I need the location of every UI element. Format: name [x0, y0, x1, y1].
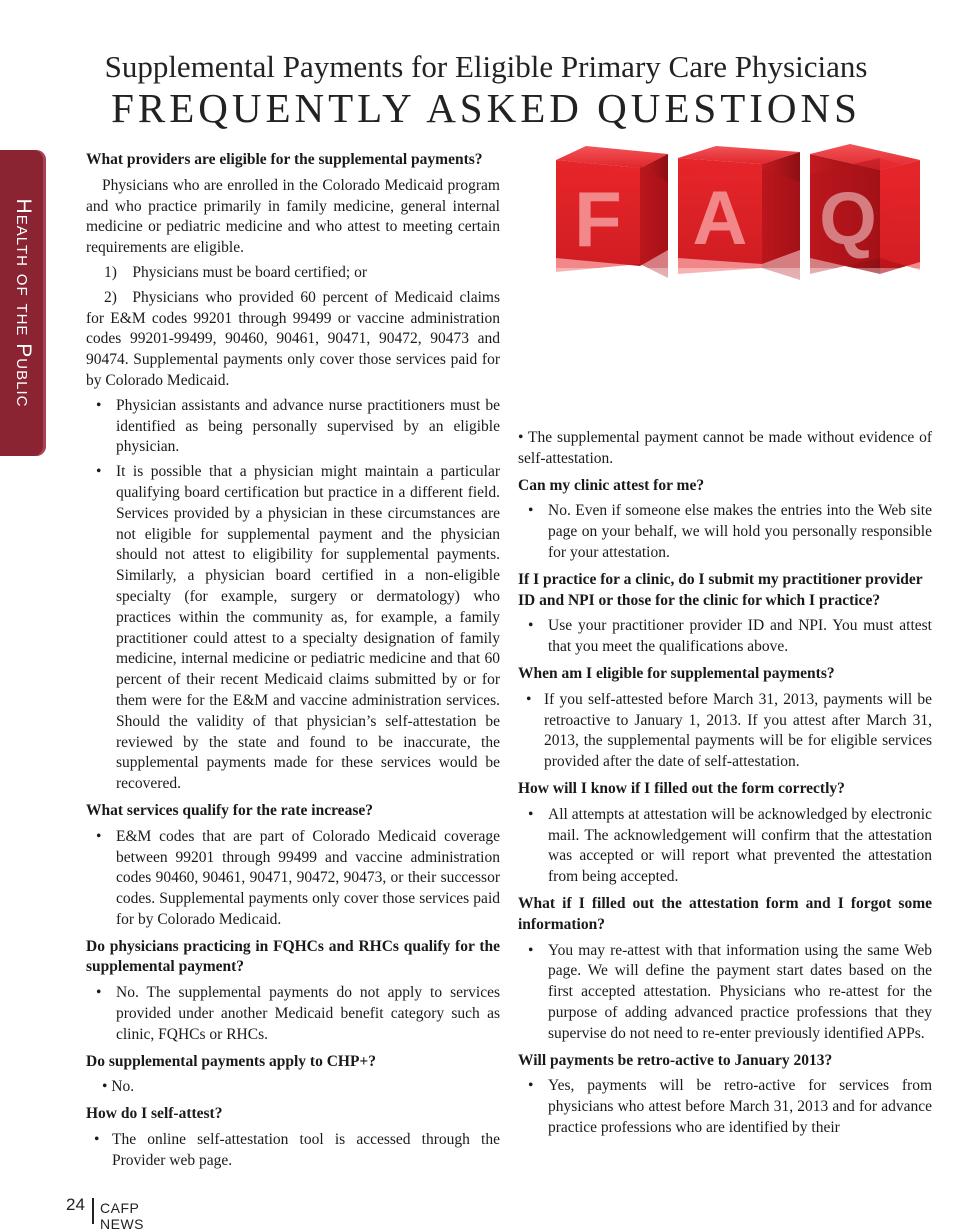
section-tab	[0, 150, 46, 456]
right-column	[518, 428, 932, 1143]
question-heading: Will payments be retro-active to January 2013?	[518, 1051, 833, 1069]
answer-paragraph: • No.	[102, 1078, 135, 1096]
bullet-item: • All attempts at attestation will be acknowledged by electronic mail. The acknowledgement will confirm that the attestation was accepted or will report what prevented the attestation from being accepted.	[518, 805, 932, 888]
page-subtitle: FREQUENTLY ASKED QUESTIONS	[111, 85, 861, 131]
page-number: 24	[66, 1195, 85, 1214]
question-heading: Can my clinic attest for me?	[518, 476, 705, 494]
numbered-item: 2) Physicians who provided 60 percent of Medicaid claims for E&M codes 99201 through 99499 or vaccine administration codes 99201-99499, 90460, 90461, 90471, 90472, 90473 and 90474. Supplemental payments only cover those services paid for by Colorado Medicaid.	[86, 288, 500, 389]
page-title: Supplemental Payments for Eligible Primary Care Physicians	[104, 49, 868, 84]
bullet-item: • Physician assistants and advance nurse practitioners must be identified as being personally supervised by an eligible physician.	[86, 396, 500, 458]
question-heading: If I practice for a clinic, do I submit my practitioner provider ID and NPI or those for the clinic for which I practice?	[518, 570, 923, 609]
question-heading: When am I eligible for supplemental payments?	[518, 664, 835, 682]
page-header	[86, 48, 886, 130]
section-tab-label: Health of the Public	[12, 198, 35, 408]
question-heading: What providers are eligible for the supplemental payments?	[86, 151, 483, 168]
faq-cubes-image	[548, 140, 932, 376]
bullet-item: • The online self-attestation tool is accessed through the Provider web page.	[86, 1130, 500, 1172]
publication-name: CAFP NEWS	[100, 1200, 144, 1232]
bullet-item: • No. The supplemental payments do not apply to services provided under another Medicaid benefit category such as clinic, FQHCs or RHCs.	[86, 983, 500, 1045]
bullet-item: • No. Even if someone else makes the entries into the Web site page on your behalf, we will hold you personally responsible for your attestation.	[518, 501, 932, 563]
question-heading: What if I filled out the attestation form and I forgot some information?	[518, 894, 932, 933]
question-heading: How will I know if I filled out the form correctly?	[518, 779, 845, 797]
bullet-item: • Yes, payments will be retro-active for services from physicians who attest before March 31, 2013 and for advance practice professions who are identified by their	[518, 1076, 932, 1138]
question-heading: How do I self-attest?	[86, 1105, 223, 1123]
answer-paragraph: • The supplemental payment cannot be made without evidence of self-attestation.	[518, 429, 932, 467]
question-heading: Do physicians practicing in FQHCs and RHCs qualify for the supplemental payment?	[86, 937, 500, 976]
answer-paragraph: Physicians who are enrolled in the Colorado Medicaid program and who practice primarily in family medicine, general internal medicine or pediatric medicine and who attest to meeting certain requirements are eligible.	[86, 176, 500, 257]
numbered-item: 1) Physicians must be board certified; or	[104, 263, 368, 281]
footer-divider	[92, 1198, 94, 1224]
left-column	[86, 150, 500, 1176]
bullet-item: • If you self-attested before March 31, 2013, payments will be retroactive to January 1, 2013. If you attest after March 31, 2013, the supplemental payments will be for eligible services provided after the date of self-attestation.	[518, 690, 932, 773]
bullet-item: • It is possible that a physician might maintain a particular qualifying board certification but practice in a different field. Services provided by a physician in these circumstances are not eligible for supplemental payment and the physician should not attest to eligibility for supplemental payments. Similarly, a physician board certified in a non-eligible specialty (for example, surgery or dermatology) who practices within the community as, for example, a family practitioner could attest to a specialty designation of family medicine, internal medicine or pediatric medicine and that 60 percent of their recent Medicaid claims submitted by or for them were for the E&M and vaccine administration services. Should the validity of that physician’s self-attestation be reviewed by the state and found to be inaccurate, the supplemental payments made for these services would be recovered.	[86, 462, 500, 795]
bullet-item: • Use your practitioner provider ID and NPI. You must attest that you meet the qualifications above.	[518, 616, 932, 658]
question-heading: Do supplemental payments apply to CHP+?	[86, 1052, 377, 1070]
question-heading: What services qualify for the rate increase?	[86, 801, 373, 819]
bullet-item: • You may re-attest with that information using the same Web page. We will define the payment start dates based on the first accepted attestation. Physicians who re-attest for the purpose of adding advanced practice professions that they supervise do not need to re-enter previously identified APPs.	[518, 941, 932, 1045]
bullet-item: • E&M codes that are part of Colorado Medicaid coverage between 99201 through 99499 and vaccine administration codes 90460, 90461, 90471, 90472, 90473, or their successor codes. Supplemental payments only cover those services paid for by Colorado Medicaid.	[86, 827, 500, 931]
